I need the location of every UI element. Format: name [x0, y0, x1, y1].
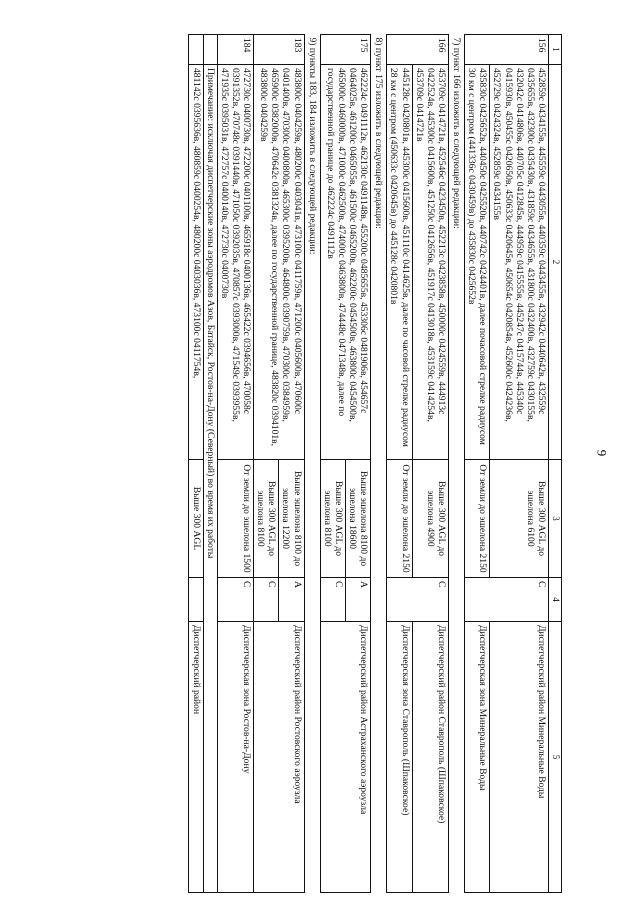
coordinates-cell: 472730с 0400730в, 472200с 0401100в, 465918с 0400136в, 465422с 0394656в, 470058с 0391352в, 470748с 0391440в, 471050с 0392035в, 470857с 0393000в, 471549с 0393955в, 471935с 0395031в, 472757с 0400140в, 472730с 0400730в	[217, 65, 253, 460]
table-row	[217, 35, 253, 893]
class-cell: С	[320, 578, 345, 622]
row-number: 175	[320, 35, 371, 65]
header-cell: 2	[549, 65, 562, 460]
class-cell: А	[346, 578, 371, 622]
note-row	[203, 35, 217, 893]
rotated-document	[189, 34, 563, 892]
unit-cell: Диспетчерская зона Минеральные Воды	[465, 622, 490, 893]
section-heading: 7) пункт 166 изложить в следующей редакции:	[449, 35, 465, 893]
altitude-cell: От земли до эшелона 2150	[387, 460, 412, 578]
row-number: 183	[254, 35, 305, 65]
row-number: 184	[217, 35, 253, 65]
unit-cell: Диспетчерская зона Ставрополь (Шпаковское)	[387, 622, 412, 893]
header-cell: 4	[549, 578, 562, 622]
header-cell: 1	[549, 35, 562, 65]
section-heading: 9) пункты 183, 184 изложить в следующей редакции:	[304, 35, 320, 893]
section-row	[449, 35, 465, 893]
class-cell: С	[254, 578, 279, 622]
empty-cell	[189, 578, 203, 622]
coordinates-cell: 445128с 0420801в, 445300с 0415600в, 451110с 0414625в, далее по часовой стрелке радиусом 28 км с центром (450633с 0420645в) до 445128с 0420801в	[387, 65, 412, 460]
table-row	[346, 35, 371, 893]
section-row	[304, 35, 320, 893]
unit-cell: Диспетчерский район Минеральные Воды	[490, 622, 549, 893]
altitude-cell: Выше 300 AGL до эшелона 4900	[412, 460, 448, 578]
row-number: 166	[387, 35, 449, 65]
altitude-cell: От земли до эшелона 2150	[465, 460, 490, 578]
coordinates-cell: 435830с 0425652в, 440450с 0425520в, 440742с 0424401в, далее почасовой стрелке радиусом 30 км с центром (441336с 0430459в) до 435830с 0425652в	[465, 65, 490, 460]
coordinates-cell: 481142с 0395636в, 480859с 0400254в, 480200с 0403036в, 473100с 0411754в,	[189, 65, 203, 460]
table-row	[412, 35, 448, 893]
altitude-cell: Выше 300 AGL до эшелона 6100	[490, 460, 549, 578]
empty-cell	[203, 35, 217, 65]
table-row	[490, 35, 549, 893]
altitude-cell: Выше 300 AGL	[189, 460, 203, 578]
section-heading: 8) пункт 175 изложить в следующей редакции:	[371, 35, 387, 893]
altitude-cell: Выше эшелона 8100 до эшелона 12200	[279, 460, 304, 578]
coordinates-cell: 453709с 0414721в, 452546с 0423450в, 452213с 0423858в, 450000с 0424559в, 444913с 0422524в, 445300с 0415600в, 451250с 0412656в, 451917с 0413018в, 453159с 0414254в, 453709с 0414721в	[412, 65, 448, 460]
unit-cell: Диспетчерский район Астраханского аэроузла	[320, 622, 371, 893]
page-number: 9	[594, 449, 610, 457]
header-row	[549, 35, 562, 893]
unit-cell: Диспетчерский район Ставрополь (Шпаковское)	[412, 622, 448, 893]
class-cell: С	[387, 578, 449, 622]
coordinates-cell: 483800с 0404259в, 480200с 0403041в, 473100с 0411759в, 471200с 0405600в, 470600с 0401400в, 470300с 0400800в, 465300с 0395200в, 464800с 0390759в, 470300с 0384959в, 465900с 0382000в, 470642с 0381324в, далее по государственной границе, 483820с 0394101в, 483800с 0404259в	[254, 65, 305, 460]
empty-cell	[189, 35, 203, 65]
class-cell: С	[217, 578, 253, 622]
row-number: 156	[465, 35, 549, 65]
header-cell: 3	[549, 460, 562, 578]
table-row	[387, 35, 412, 893]
class-cell: С	[465, 578, 549, 622]
unit-cell: Диспетчерская зона Ростов-на-Дону	[217, 622, 253, 893]
table-row	[465, 35, 490, 893]
class-cell: А	[279, 578, 304, 622]
altitude-cell: Выше 300 AGL до эшелона 8100	[254, 460, 279, 578]
section-row	[371, 35, 387, 893]
coordinates-cell: 462224с 0491112в, 462130с 0491148в, 455200с 0485655в, 453306с 0481906в, 454657с 0464025в, 461200с 0465055в, 461500с 0465200в, 462200с 0454500в, 463800с 0454500в, 465000с 0460000в, 471000с 0462500в, 474000с 0463800в, 474448с 0471348в, далее по государственной границе до 462224с 0491112в	[320, 65, 371, 460]
unit-cell: Диспетчерский район	[189, 622, 203, 893]
coordinates-cell: 452859с 0434155в, 445559с 0443055в, 440359с 0443455в, 432942с 0440642в, 432559с 0435655в, 432300с 0435430в, 431859с 0434655в, 431800с 0432400в, 432759с 0430155в, 432042с 0414806в, 440705с 0412845в, 444959с 0415555в, 445247с 0415744в, 445340с 0415930в, 450455с 0420650в, 450633с 0420645в, 450654с 0420854в, 452600с 0424236в, 452729с 0424324в, 452859с 0434155в	[490, 65, 549, 460]
unit-cell: Диспетчерский район Ростовского аэроузла	[254, 622, 305, 893]
header-cell: 5	[549, 622, 562, 893]
table-row	[189, 35, 203, 893]
note-cell: Примечание: исключая диспетчерские зоны аэродромов Азов, Батайск, Ростов-на-Дону (Северный) во время их работы	[203, 65, 217, 893]
table-row	[279, 35, 304, 893]
airspace-table	[189, 34, 563, 893]
altitude-cell: От земли до эшелона 1500	[217, 460, 253, 578]
altitude-cell: Выше эшелона 8100 до эшелона 18600	[346, 460, 371, 578]
altitude-cell: Выше 300 AGL до эшелона 8100	[320, 460, 345, 578]
